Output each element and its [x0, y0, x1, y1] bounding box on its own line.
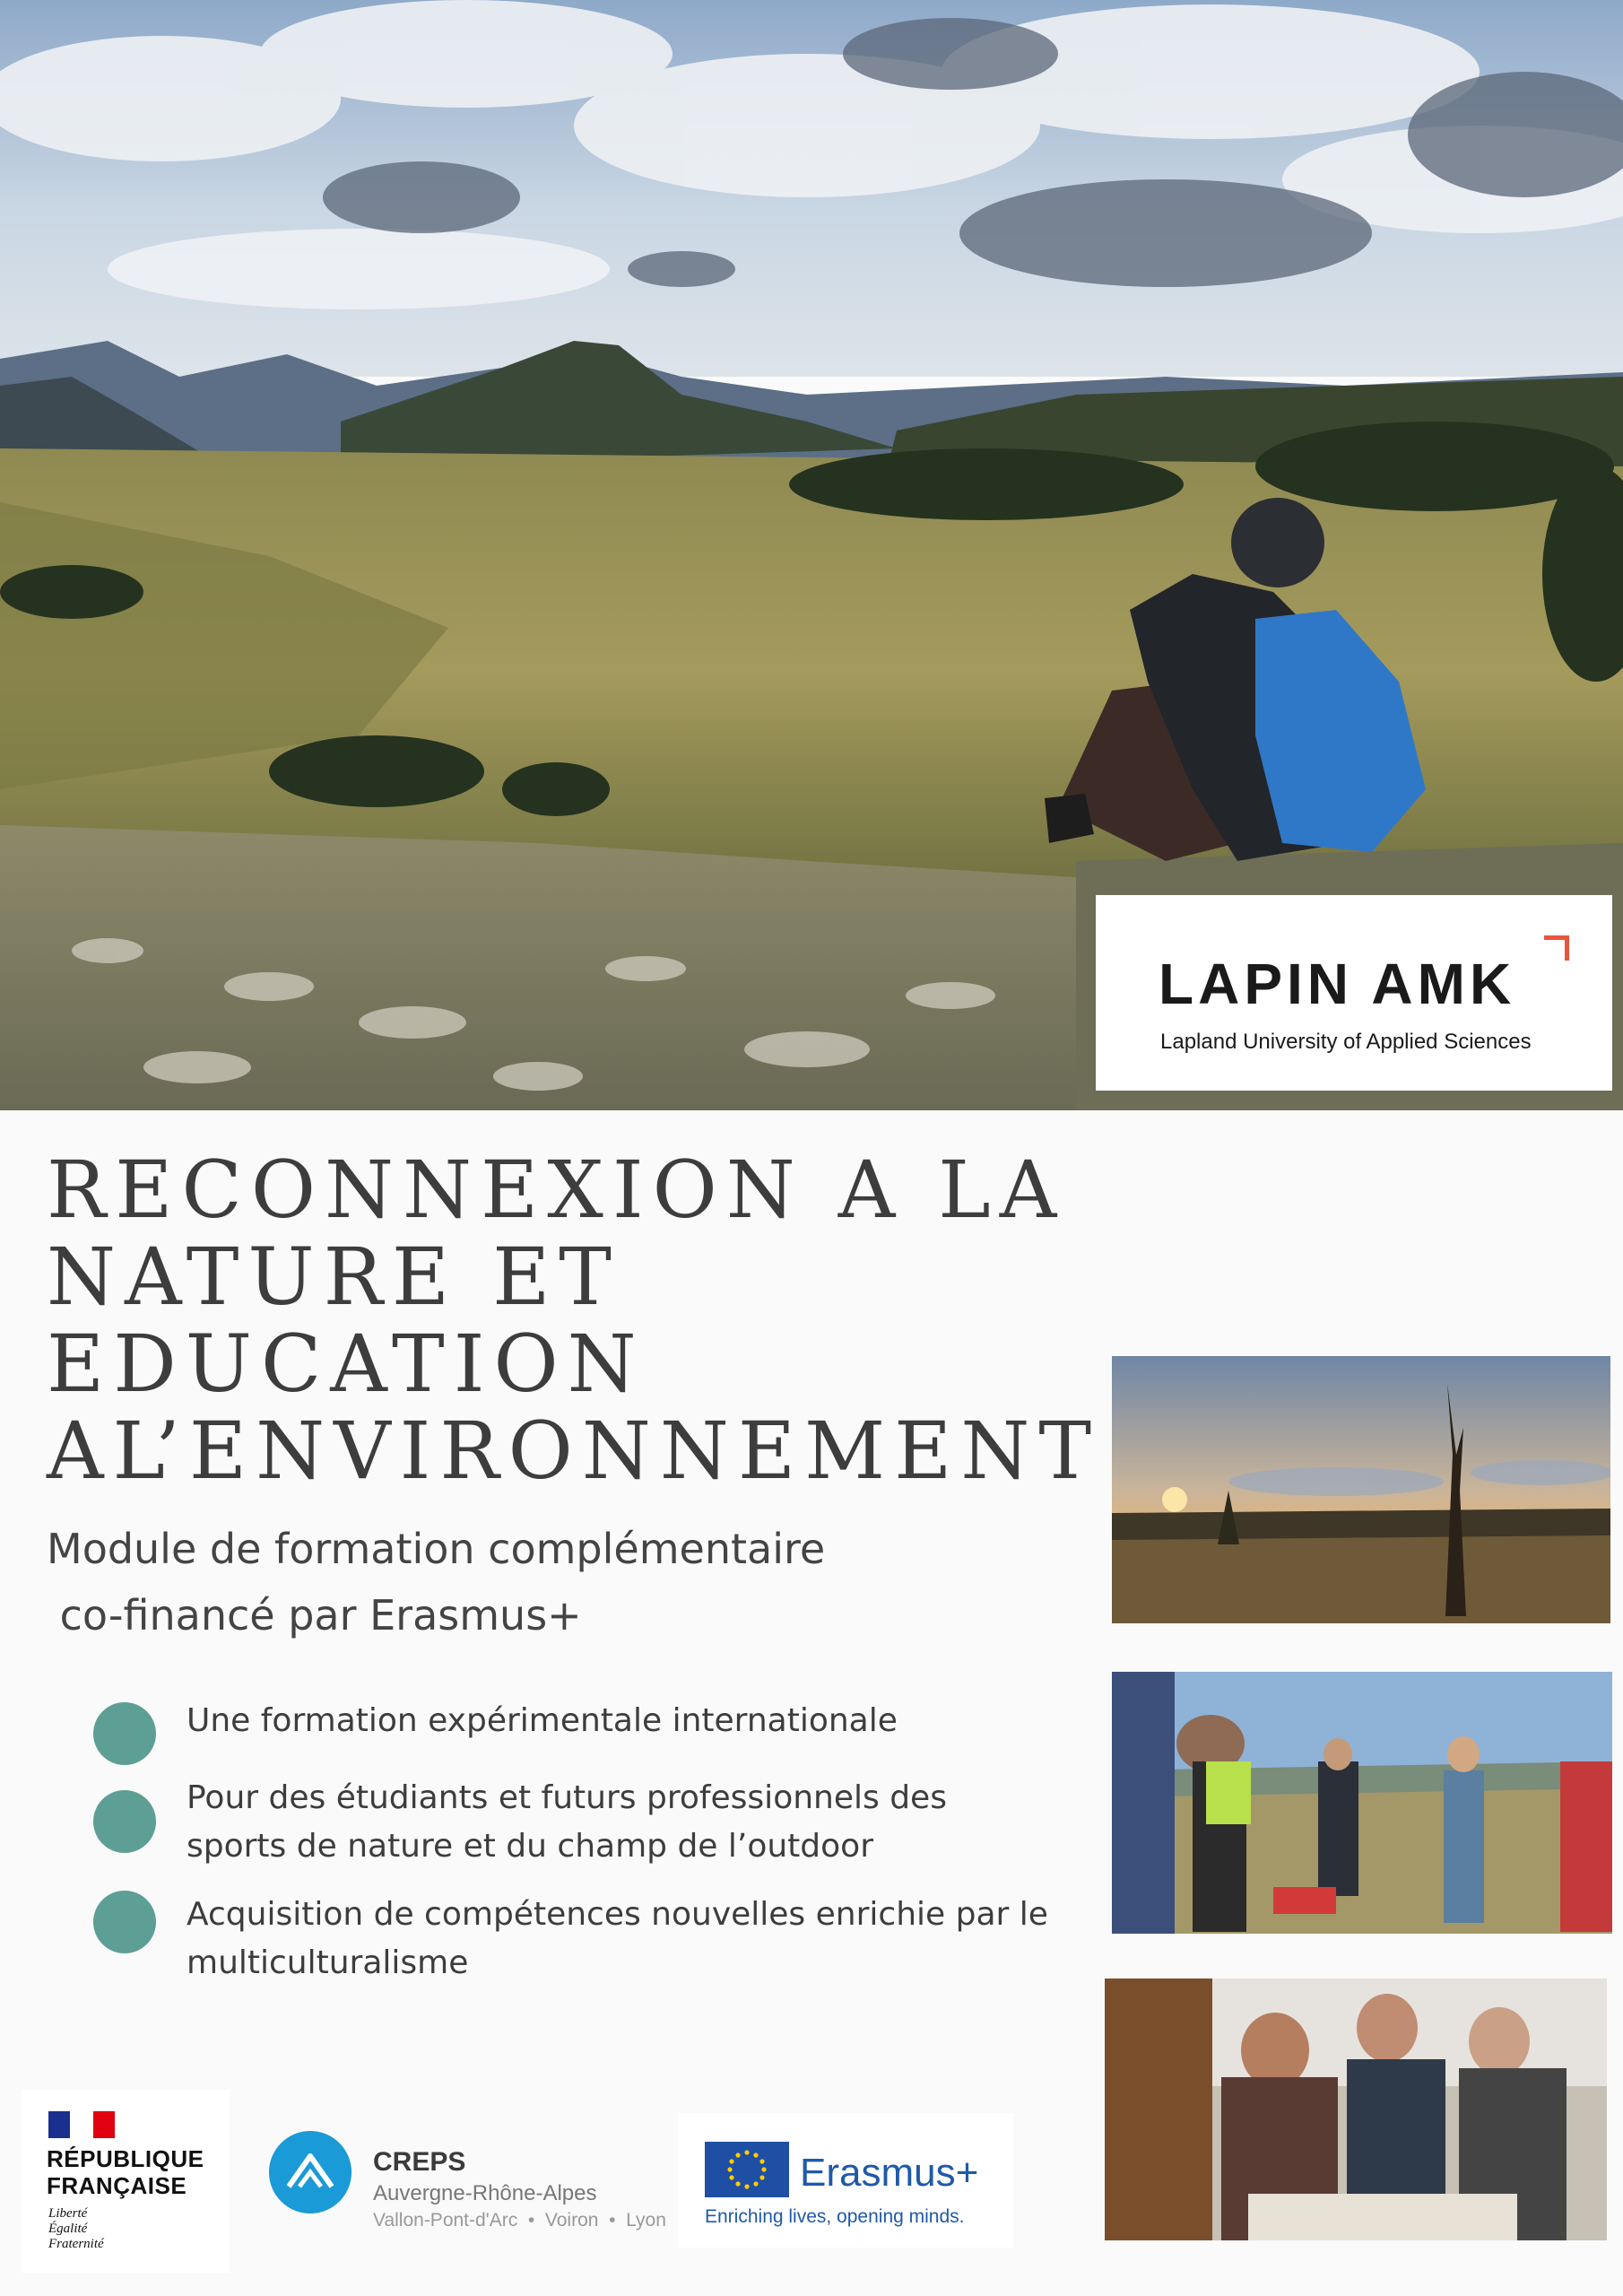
creps-logo [265, 2127, 687, 2244]
erasmus-name: Erasmus+ [800, 2151, 979, 2195]
bullet-line: Une formation expérimentale internationale [187, 1702, 898, 1739]
creps-region: Auvergne-Rhône-Alpes [373, 2181, 597, 2205]
title-line: AL’ENVIRONNEMENT [47, 1405, 1101, 1497]
bullet-line: multiculturalisme [187, 1944, 469, 1981]
erasmus-logo [678, 2113, 1013, 2248]
eu-flag-icon [705, 2142, 789, 2197]
bullet-item [93, 1697, 1107, 1745]
title-line: RECONNEXION A LA [47, 1144, 1066, 1236]
erasmus-tagline: Enriching lives, opening minds. [705, 2206, 965, 2227]
bullet-item [93, 1891, 1107, 1987]
photo-sunset-plateau [1112, 1356, 1610, 1623]
subtitle-line: co-financé par Erasmus+ [47, 1591, 582, 1639]
bullet-line: sports de nature et du champ de l’outdoor [187, 1828, 874, 1865]
french-flag-icon [48, 2111, 115, 2138]
republique-line: RÉPUBLIQUE [47, 2145, 204, 2172]
bullet-text [187, 1774, 1107, 1871]
bullet-dot-icon [93, 1790, 156, 1853]
creps-name: CREPS [373, 2147, 466, 2177]
creps-mountain-icon [269, 2131, 352, 2213]
bullet-text [187, 1697, 1107, 1745]
title-line: NATURE ET [47, 1231, 621, 1323]
bullet-line: Acquisition de compétences nouvelles enrichie par le [187, 1896, 1048, 1933]
photo-workshop-group [1105, 1979, 1607, 2240]
subtitle [47, 1516, 825, 1648]
motto-line: Liberté [48, 2206, 88, 2221]
bullet-line: Pour des étudiants et futurs professionnels des [187, 1779, 947, 1816]
bullet-text [187, 1891, 1107, 1987]
lapin-amk-tagline: Lapland University of Applied Sciences [1160, 1030, 1532, 1054]
creps-sites: Vallon-Pont-d'Arc • Voiron • Lyon [373, 2210, 666, 2231]
bullet-list [93, 1697, 1107, 2007]
bullet-dot-icon [93, 1702, 156, 1765]
lapin-amk-name: LAPIN AMK [1159, 952, 1516, 1016]
photo-hikers-group [1112, 1672, 1612, 1934]
motto-line: Égalité [48, 2222, 88, 2236]
republique-francaise-logo [22, 2090, 230, 2273]
hero-photo [0, 0, 1623, 1110]
francaise-line: FRANÇAISE [47, 2172, 187, 2199]
subtitle-line: Module de formation complémentaire [47, 1525, 826, 1573]
motto-line: Fraternité [48, 2237, 104, 2251]
lapin-amk-corner-mark [1544, 935, 1569, 961]
bullet-dot-icon [93, 1891, 156, 1953]
page-title [47, 1144, 1105, 1497]
republique-motto [48, 2206, 104, 2252]
title-line: EDUCATION [47, 1318, 646, 1410]
bullet-item [93, 1774, 1107, 1871]
lapin-amk-logo [1096, 895, 1612, 1091]
